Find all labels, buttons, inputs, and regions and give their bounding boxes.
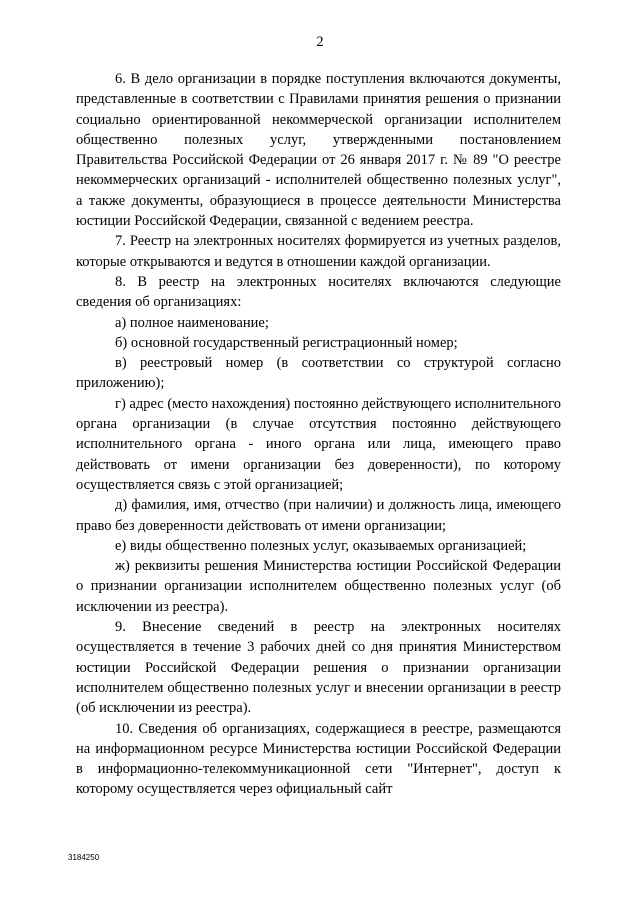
paragraph-6: 6. В дело организации в порядке поступления включаются документы, представленные в соответствии с Правилами принятия решения о признании социально ориентированной некоммерческой организации исполнителем общественно полезных услуг, утвержденными постановлением Правительства Российской Федерации от 26 января 2017 г. № 89 "О реестре некоммерческих организаций - исполнителей общественно полезных услуг", а также документы, образующиеся в процессе деятельности Министерства юстиции Российской Федерации, связанной с ведением реестра.: [76, 71, 561, 230]
document-code: 3184250: [68, 853, 100, 862]
paragraph-8: 8. В реестр на электронных носителях включаются следующие сведения об организациях:: [76, 273, 561, 311]
paragraph-7: 7. Реестр на электронных носителях формируется из учетных разделов, которые открываются и ведутся в отношении каждой организации.: [76, 233, 561, 270]
list-item-zh: ж) реквизиты решения Министерства юстиции Российской Федерации о признании организации исполнителем общественно полезных услуг (об исключении из реестра).: [76, 558, 561, 615]
document-body: [76, 69, 561, 800]
list-item-e: е) виды общественно полезных услуг, оказываемых организацией;: [115, 537, 527, 554]
list-item-g: г) адрес (место нахождения) постоянно действующего исполнительного органа организации (в случае отсутствия постоянно действующего исполнительного органа - иного органа или лица, имеющего право действовать от имени организации без доверенности), по которому осуществляется связь с этой организацией;: [76, 395, 561, 493]
page-number: 2: [316, 34, 324, 50]
list-item-v: в) реестровый номер (в соответствии со структурой согласно приложению);: [76, 355, 561, 392]
list-item-d: д) фамилия, имя, отчество (при наличии) и должность лица, имеющего право без доверенности действовать от имени организации;: [76, 497, 561, 534]
paragraph-9: 9. Внесение сведений в реестр на электронных носителях осуществляется в течение 3 рабочих дней со дня принятия Министерством юстиции Российской Федерации решения о признании организации исполнителем общественно полезных услуг и внесении организации в реестр (об исключении из реестра).: [76, 619, 561, 717]
list-item-b: б) основной государственный регистрационный номер;: [115, 334, 458, 351]
paragraph-10: 10. Сведения об организациях, содержащиеся в реестре, размещаются на информационном ресурсе Министерства юстиции Российской Федерации в информационно-телекоммуникационной сети "Интернет", доступ к которому осуществляется через официальный сайт: [76, 720, 561, 798]
list-item-a: а) полное наименование;: [115, 314, 269, 331]
